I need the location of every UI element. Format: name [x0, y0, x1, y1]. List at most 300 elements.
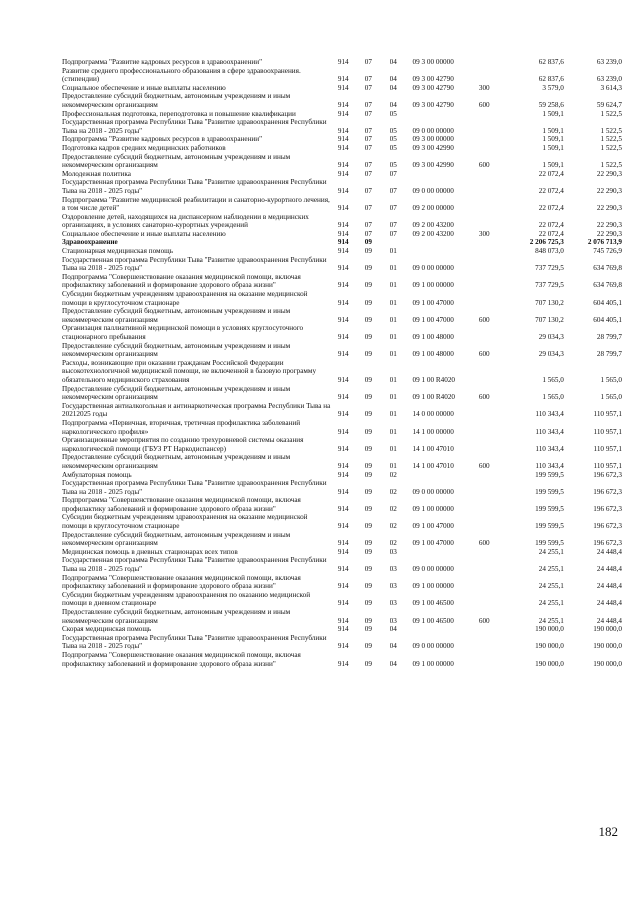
- row-name: Подпрограмма "Совершенствование оказания медицинской помощи, включая профилактику заболеваний и формирование здорового образа жизни": [62, 496, 301, 513]
- row-grbs: 914: [337, 444, 349, 453]
- row-subsection: 05: [389, 161, 397, 170]
- row-amount-year2: 22 290,3: [596, 221, 622, 230]
- row-grbs: 914: [337, 281, 349, 290]
- row-section: 09: [364, 247, 372, 256]
- row-expense-type: [479, 625, 502, 634]
- table-row: [62, 170, 622, 179]
- row-target-article: [412, 238, 478, 247]
- table-row: [62, 402, 622, 419]
- row-subsection: 07: [389, 204, 397, 213]
- row-name: Предоставление субсидий бюджетным, автономным учреждениям и иным некоммерческим организациям: [62, 92, 291, 109]
- row-grbs: 914: [337, 487, 349, 496]
- row-target-article: 09 3 00 00000: [412, 58, 454, 66]
- row-target-article: 09 1 00 47000: [412, 315, 454, 324]
- row-section: 09: [364, 333, 372, 341]
- row-amount-year1: 24 255,1: [538, 616, 564, 625]
- row-name: Подготовка кадров средних медицинских работников: [62, 143, 226, 152]
- row-amount-year2: 28 799,7: [596, 333, 622, 341]
- row-target-article: 09 3 00 42990: [412, 161, 454, 170]
- row-section: 07: [364, 126, 372, 135]
- row-amount-year1: 199 599,5: [535, 504, 564, 513]
- row-grbs: 914: [337, 75, 349, 84]
- row-target-article: 09 2 00 43200: [412, 221, 454, 230]
- row-section: 07: [364, 221, 372, 230]
- row-amount-year1: 190 000,0: [535, 625, 564, 634]
- row-expense-type: 600: [478, 616, 490, 625]
- row-amount-year1: 62 837,6: [538, 58, 564, 66]
- row-name: Стационарная медицинская помощь: [62, 247, 173, 256]
- row-amount-year1: 707 130,2: [535, 298, 564, 307]
- row-section: 09: [364, 522, 372, 531]
- row-name: Амбулаторная помощь: [62, 470, 132, 479]
- table-row: [62, 273, 622, 290]
- row-target-article: 09 1 00 48000: [412, 333, 454, 341]
- table-row: [62, 213, 622, 230]
- row-expense-type: 300: [478, 83, 490, 92]
- row-amount-year1: 199 599,5: [535, 487, 564, 496]
- row-grbs: 914: [337, 169, 349, 178]
- row-target-article: 09 1 00 00000: [412, 504, 454, 513]
- row-amount-year2: 24 448,4: [596, 547, 622, 556]
- row-subsection: 01: [389, 461, 397, 470]
- row-grbs: 914: [337, 547, 349, 556]
- row-amount-year2: 110 957,1: [593, 444, 622, 453]
- row-name: Подпрограмма "Развитие кадровых ресурсов в здравоохранении": [62, 135, 263, 144]
- row-subsection: 04: [389, 659, 397, 668]
- table-row: [62, 118, 622, 135]
- row-section: 09: [364, 659, 372, 668]
- row-subsection: 04: [389, 83, 397, 92]
- row-section: 07: [364, 169, 372, 178]
- row-name: Государственная программа Республики Тыва "Развитие здравоохранения Республики Тыва на 2018 - 2025 годы": [62, 479, 327, 496]
- row-target-article: [412, 110, 478, 119]
- row-expense-type: [479, 496, 502, 513]
- row-name: Оздоровление детей, находящихся на диспансерном наблюдении в медицинских организациях, в условиях санаторно-курортных учреждений: [62, 212, 309, 230]
- row-name: Социальное обеспечение и иные выплаты населению: [62, 83, 226, 92]
- table-row: [62, 453, 622, 470]
- row-section: 09: [364, 375, 372, 384]
- row-section: 07: [364, 161, 372, 170]
- row-target-article: 09 0 00 00000: [412, 565, 454, 574]
- row-amount-year1: 199 599,5: [535, 539, 564, 548]
- row-name: Социальное обеспечение и иные выплаты населению: [62, 229, 226, 238]
- table-row: [62, 556, 622, 573]
- table-row: [62, 238, 622, 247]
- row-amount-year2: 634 769,8: [593, 264, 622, 273]
- row-expense-type: [479, 591, 502, 608]
- row-subsection: 01: [389, 410, 397, 419]
- row-expense-type: [479, 574, 502, 591]
- row-expense-type: [479, 256, 502, 273]
- row-target-article: [412, 548, 478, 557]
- row-amount-year2: 110 957,1: [593, 461, 622, 470]
- row-amount-year2: 1 565,0: [600, 375, 622, 384]
- row-amount-year2: 1 522,5: [600, 135, 622, 144]
- row-amount-year1: 29 034,3: [538, 350, 564, 359]
- row-name: Предоставление субсидий бюджетным, автономным учреждениям и иным некоммерческим организациям: [62, 608, 291, 625]
- table-row: [62, 135, 622, 144]
- table-row: [62, 67, 622, 84]
- table-row: [62, 471, 622, 480]
- row-amount-year1: 1 509,1: [542, 135, 564, 144]
- row-subsection: 02: [389, 522, 397, 531]
- row-section: 07: [364, 75, 372, 84]
- row-amount-year1: 110 343,4: [535, 410, 564, 419]
- table-row: [62, 359, 622, 385]
- row-section: 09: [364, 444, 372, 453]
- row-name: Субсидии бюджетным учреждениям здравоохранения на оказание медицинской помощи в круглосуточном стационаре: [62, 290, 308, 307]
- row-name: Подпрограмма "Совершенствование оказания медицинской помощи, включая профилактику заболеваний и формирование здорового образа жизни": [62, 573, 301, 591]
- table-row: [62, 591, 622, 608]
- row-grbs: 914: [337, 109, 349, 118]
- row-amount-year2: 59 624,7: [596, 100, 622, 109]
- row-grbs: 914: [337, 470, 349, 479]
- row-expense-type: 600: [478, 350, 490, 359]
- row-section: 09: [364, 281, 372, 290]
- row-amount-year2: 196 672,3: [593, 487, 622, 496]
- row-expense-type: [479, 135, 502, 144]
- row-target-article: 09 1 00 R4020: [412, 375, 456, 384]
- row-name: Предоставление субсидий бюджетным, автономным учреждениям и иным некоммерческим организациям: [62, 341, 291, 359]
- row-expense-type: [479, 170, 502, 179]
- row-name: Государственная программа Республики Тыва "Развитие здравоохранения Республики Тыва на 2018 - 2025 годы": [62, 178, 327, 195]
- row-expense-type: 600: [478, 315, 490, 324]
- row-section: 09: [364, 539, 372, 548]
- row-expense-type: [479, 178, 502, 195]
- row-amount-year1: 22 072,4: [538, 221, 564, 230]
- row-grbs: 914: [337, 539, 349, 548]
- row-amount-year2: 22 290,3: [596, 186, 622, 195]
- row-grbs: 914: [337, 625, 349, 634]
- row-target-article: 09 2 00 00000: [412, 204, 454, 213]
- row-section: 09: [364, 625, 372, 634]
- row-subsection: 07: [389, 186, 397, 195]
- row-expense-type: 300: [478, 229, 490, 238]
- row-name: Государственная программа Республики Тыва "Развитие здравоохранения Республики Тыва на 2018 - 2025 годы": [62, 255, 327, 273]
- row-target-article: [412, 471, 478, 480]
- row-target-article: 09 2 00 43200: [412, 229, 454, 238]
- row-name: Подпрограмма "Совершенствование оказания медицинской помощи, включая профилактику заболеваний и формирование здорового образа жизни": [62, 272, 301, 290]
- row-amount-year2: 196 672,3: [593, 539, 622, 548]
- row-target-article: 09 1 00 47000: [412, 539, 454, 548]
- row-amount-year2: 604 405,1: [593, 298, 622, 307]
- row-section: 07: [364, 186, 372, 195]
- row-target-article: 09 1 00 48000: [412, 350, 454, 359]
- row-amount-year2: 3 614,3: [600, 83, 622, 92]
- row-name: Подпрограмма «Первичная, вторичная, третичная профилактика заболеваний наркологического профиля»: [62, 418, 301, 436]
- row-subsection: 03: [389, 582, 397, 591]
- row-amount-year1: 1 509,1: [542, 109, 564, 118]
- row-name: Предоставление субсидий бюджетным, автономным учреждениям и иным некоммерческим организациям: [62, 307, 291, 324]
- row-grbs: 914: [337, 410, 349, 419]
- row-target-article: 09 0 00 00000: [412, 642, 454, 651]
- row-grbs: 914: [337, 143, 349, 152]
- row-amount-year2: 2 076 713,9: [587, 238, 622, 247]
- table-row: [62, 496, 622, 513]
- row-subsection: 01: [389, 247, 397, 256]
- row-section: 07: [364, 58, 372, 66]
- row-amount-year1: 199 599,5: [535, 470, 564, 479]
- table-row: [62, 110, 622, 119]
- row-section: 09: [364, 350, 372, 359]
- row-expense-type: [479, 58, 502, 67]
- row-name: Профессиональная подготовка, переподготовка и повышение квалификации: [62, 109, 296, 118]
- row-grbs: 914: [337, 642, 349, 651]
- row-amount-year1: 1 565,0: [542, 375, 564, 384]
- table-row: [62, 230, 622, 239]
- row-grbs: 914: [337, 264, 349, 273]
- row-target-article: 09 0 00 00000: [412, 264, 454, 273]
- row-subsection: 04: [389, 58, 397, 66]
- row-expense-type: [479, 436, 502, 453]
- row-expense-type: [479, 634, 502, 651]
- row-grbs: 914: [337, 333, 349, 341]
- row-expense-type: 600: [478, 461, 490, 470]
- row-target-article: 09 0 00 00000: [412, 186, 454, 195]
- row-name: Здравоохранение: [62, 238, 118, 247]
- row-amount-year1: 737 729,5: [535, 281, 564, 290]
- row-amount-year1: 2 206 725,3: [529, 238, 564, 247]
- row-name: Предоставление субсидий бюджетным, автономным учреждениям и иным некоммерческим организациям: [62, 152, 291, 170]
- row-target-article: 09 1 00 00000: [412, 659, 454, 668]
- row-amount-year2: 190 000,0: [593, 625, 622, 634]
- row-grbs: 914: [337, 599, 349, 608]
- row-grbs: 914: [337, 221, 349, 230]
- row-amount-year1: 110 343,4: [535, 427, 564, 436]
- table-row: [62, 307, 622, 324]
- row-target-article: 14 1 00 00000: [412, 427, 454, 436]
- row-section: 09: [364, 582, 372, 591]
- row-name: Развитие среднего профессионального образования в сфере здравоохранения. (стипендии): [62, 66, 301, 84]
- row-expense-type: [479, 110, 502, 119]
- row-section: 09: [364, 461, 372, 470]
- row-grbs: 914: [337, 126, 349, 135]
- table-row: [62, 342, 622, 359]
- row-subsection: 01: [389, 350, 397, 359]
- row-amount-year2: 110 957,1: [593, 427, 622, 436]
- row-section: 09: [364, 298, 372, 307]
- row-expense-type: 600: [478, 393, 490, 402]
- row-target-article: 09 3 00 00000: [412, 135, 454, 144]
- row-subsection: 03: [389, 565, 397, 574]
- table-row: [62, 651, 622, 668]
- table-row: [62, 196, 622, 213]
- row-section: 09: [364, 393, 372, 402]
- row-section: 07: [364, 109, 372, 118]
- row-subsection: 04: [389, 642, 397, 651]
- row-amount-year1: 22 072,4: [538, 204, 564, 213]
- row-amount-year2: 22 290,3: [596, 169, 622, 178]
- row-amount-year2: 22 290,3: [596, 229, 622, 238]
- row-target-article: 09 3 00 42990: [412, 143, 454, 152]
- row-amount-year1: 62 837,6: [538, 75, 564, 84]
- row-expense-type: 600: [478, 539, 490, 548]
- row-name: Организационные мероприятия по созданию трехуровневой системы оказания наркологической помощи (ГБУЗ РТ Наркодиспансер): [62, 436, 304, 453]
- table-row: [62, 625, 622, 634]
- row-expense-type: [479, 67, 502, 84]
- row-amount-year2: 24 448,4: [596, 565, 622, 574]
- row-name: Расходы, возникающие при оказании гражданам Российской Федерации высокотехнологичной медицинской помощи, не включенной в базовую программу обязательного медицинского страхования: [62, 358, 317, 384]
- row-amount-year1: 707 130,2: [535, 315, 564, 324]
- row-section: 09: [364, 547, 372, 556]
- row-amount-year1: 1 509,1: [542, 126, 564, 135]
- row-target-article: [412, 247, 478, 256]
- row-subsection: 01: [389, 298, 397, 307]
- row-grbs: 914: [337, 350, 349, 359]
- row-expense-type: [479, 471, 502, 480]
- row-amount-year1: 110 343,4: [535, 461, 564, 470]
- row-subsection: 01: [389, 333, 397, 341]
- row-name: Предоставление субсидий бюджетным, автономным учреждениям и иным некоммерческим организациям: [62, 384, 291, 402]
- row-subsection: 01: [389, 264, 397, 273]
- row-subsection: 03: [389, 599, 397, 608]
- row-section: 09: [364, 487, 372, 496]
- row-subsection: 02: [389, 504, 397, 513]
- table-row: [62, 548, 622, 557]
- row-amount-year1: 22 072,4: [538, 169, 564, 178]
- row-amount-year2: 24 448,4: [596, 582, 622, 591]
- row-name: Государственная программа Республики Тыва "Развитие здравоохранения Республики Тыва на 2018 - 2025 годы": [62, 118, 327, 135]
- row-amount-year2: 1 522,5: [600, 126, 622, 135]
- row-subsection: 05: [389, 143, 397, 152]
- table-row: [62, 324, 622, 341]
- row-amount-year2: 196 672,3: [593, 470, 622, 479]
- row-expense-type: 600: [478, 161, 490, 170]
- table-row: [62, 608, 622, 625]
- row-grbs: 914: [337, 204, 349, 213]
- row-expense-type: [479, 556, 502, 573]
- row-grbs: 914: [337, 461, 349, 470]
- row-amount-year2: 604 405,1: [593, 315, 622, 324]
- row-target-article: 14 0 00 00000: [412, 410, 454, 419]
- row-grbs: 914: [337, 161, 349, 170]
- row-grbs: 914: [337, 393, 349, 402]
- row-name: Молодежная политика: [62, 169, 131, 178]
- row-subsection: 07: [389, 169, 397, 178]
- row-amount-year2: 63 239,0: [596, 58, 622, 66]
- row-amount-year1: 24 255,1: [538, 582, 564, 591]
- row-grbs: 914: [337, 247, 349, 256]
- row-grbs: 914: [337, 229, 349, 238]
- row-expense-type: [479, 144, 502, 153]
- row-name: Подпрограмма "Совершенствование оказания медицинской помощи, включая профилактику заболеваний и формирование здорового образа жизни": [62, 650, 301, 668]
- table-row: [62, 634, 622, 651]
- row-target-article: 09 0 00 00000: [412, 487, 454, 496]
- row-amount-year2: 63 239,0: [596, 75, 622, 84]
- row-subsection: 05: [389, 109, 397, 118]
- row-expense-type: [479, 419, 502, 436]
- row-expense-type: [479, 247, 502, 256]
- row-grbs: 914: [337, 238, 349, 247]
- row-amount-year2: 1 522,5: [600, 109, 622, 118]
- row-amount-year1: 190 000,0: [535, 659, 564, 668]
- row-name: Подпрограмма "Развитие медицинской реабилитации и санаторно-курортного лечения, в том числе детей": [62, 195, 330, 213]
- row-amount-year2: 196 672,3: [593, 522, 622, 531]
- row-amount-year1: 29 034,3: [538, 333, 564, 341]
- row-amount-year2: 196 672,3: [593, 504, 622, 513]
- row-subsection: 02: [389, 487, 397, 496]
- row-target-article: 09 1 00 46500: [412, 616, 454, 625]
- row-name: Государственная антиалкогольная и антинаркотическая программа Республики Тыва на 20212025 годы: [62, 401, 331, 419]
- row-subsection: 01: [389, 315, 397, 324]
- row-name: Предоставление субсидий бюджетным, автономным учреждениям и иным некоммерческим организациям: [62, 530, 291, 548]
- row-amount-year2: 190 000,0: [593, 659, 622, 668]
- table-row: [62, 385, 622, 402]
- row-subsection: 04: [389, 100, 397, 109]
- row-target-article: 09 1 00 00000: [412, 281, 454, 290]
- row-amount-year1: 59 258,6: [538, 100, 564, 109]
- budget-table: [62, 58, 622, 668]
- table-row: [62, 513, 622, 530]
- row-target-article: 14 1 00 47010: [412, 444, 454, 453]
- row-amount-year2: 1 565,0: [600, 393, 622, 402]
- row-grbs: 914: [337, 375, 349, 384]
- row-section: 07: [364, 229, 372, 238]
- row-amount-year2: 634 769,8: [593, 281, 622, 290]
- row-subsection: 01: [389, 427, 397, 436]
- row-grbs: 914: [337, 582, 349, 591]
- table-row: [62, 144, 622, 153]
- row-amount-year2: 110 957,1: [593, 410, 622, 419]
- row-amount-year1: 1 509,1: [542, 161, 564, 170]
- row-expense-type: [479, 196, 502, 213]
- row-section: 09: [364, 504, 372, 513]
- row-grbs: 914: [337, 83, 349, 92]
- row-amount-year2: 1 522,5: [600, 143, 622, 152]
- row-grbs: 914: [337, 504, 349, 513]
- row-expense-type: 600: [478, 100, 490, 109]
- row-section: 09: [364, 238, 372, 247]
- row-target-article: 09 1 00 00000: [412, 582, 454, 591]
- row-section: 09: [364, 642, 372, 651]
- row-subsection: 02: [389, 539, 397, 548]
- row-name: Государственная программа Республики Тыва "Развитие здравоохранения Республики Тыва на 2018 - 2025 годы": [62, 633, 327, 651]
- row-target-article: 09 3 00 42790: [412, 100, 454, 109]
- row-expense-type: [479, 273, 502, 290]
- row-name: Субсидии бюджетным учреждениям здравоохранения на оказание медицинской помощи в круглосуточном стационаре: [62, 513, 308, 531]
- row-target-article: [412, 625, 478, 634]
- row-target-article: 09 1 00 47000: [412, 522, 454, 531]
- row-expense-type: [479, 513, 502, 530]
- row-expense-type: [479, 479, 502, 496]
- row-section: 07: [364, 83, 372, 92]
- table-row: [62, 290, 622, 307]
- row-section: 07: [364, 143, 372, 152]
- row-subsection: 07: [389, 229, 397, 238]
- row-amount-year1: 110 343,4: [535, 444, 564, 453]
- table-row: [62, 531, 622, 548]
- page-number: 182: [598, 824, 618, 839]
- row-amount-year1: 24 255,1: [538, 547, 564, 556]
- row-subsection: 01: [389, 281, 397, 290]
- row-expense-type: [479, 359, 502, 385]
- row-section: 07: [364, 204, 372, 213]
- row-name: Предоставление субсидий бюджетным, автономным учреждениям и иным некоммерческим организациям: [62, 453, 291, 470]
- row-target-article: 14 1 00 47010: [412, 461, 454, 470]
- row-amount-year1: 24 255,1: [538, 599, 564, 608]
- row-section: 09: [364, 315, 372, 324]
- row-subsection: 04: [389, 75, 397, 84]
- row-subsection: [390, 238, 413, 247]
- row-section: 09: [364, 410, 372, 419]
- row-subsection: 01: [389, 444, 397, 453]
- row-amount-year1: 1 509,1: [542, 143, 564, 152]
- row-amount-year1: 22 072,4: [538, 186, 564, 195]
- row-expense-type: [479, 548, 502, 557]
- row-amount-year1: 737 729,5: [535, 264, 564, 273]
- row-expense-type: [479, 402, 502, 419]
- row-section: 09: [364, 599, 372, 608]
